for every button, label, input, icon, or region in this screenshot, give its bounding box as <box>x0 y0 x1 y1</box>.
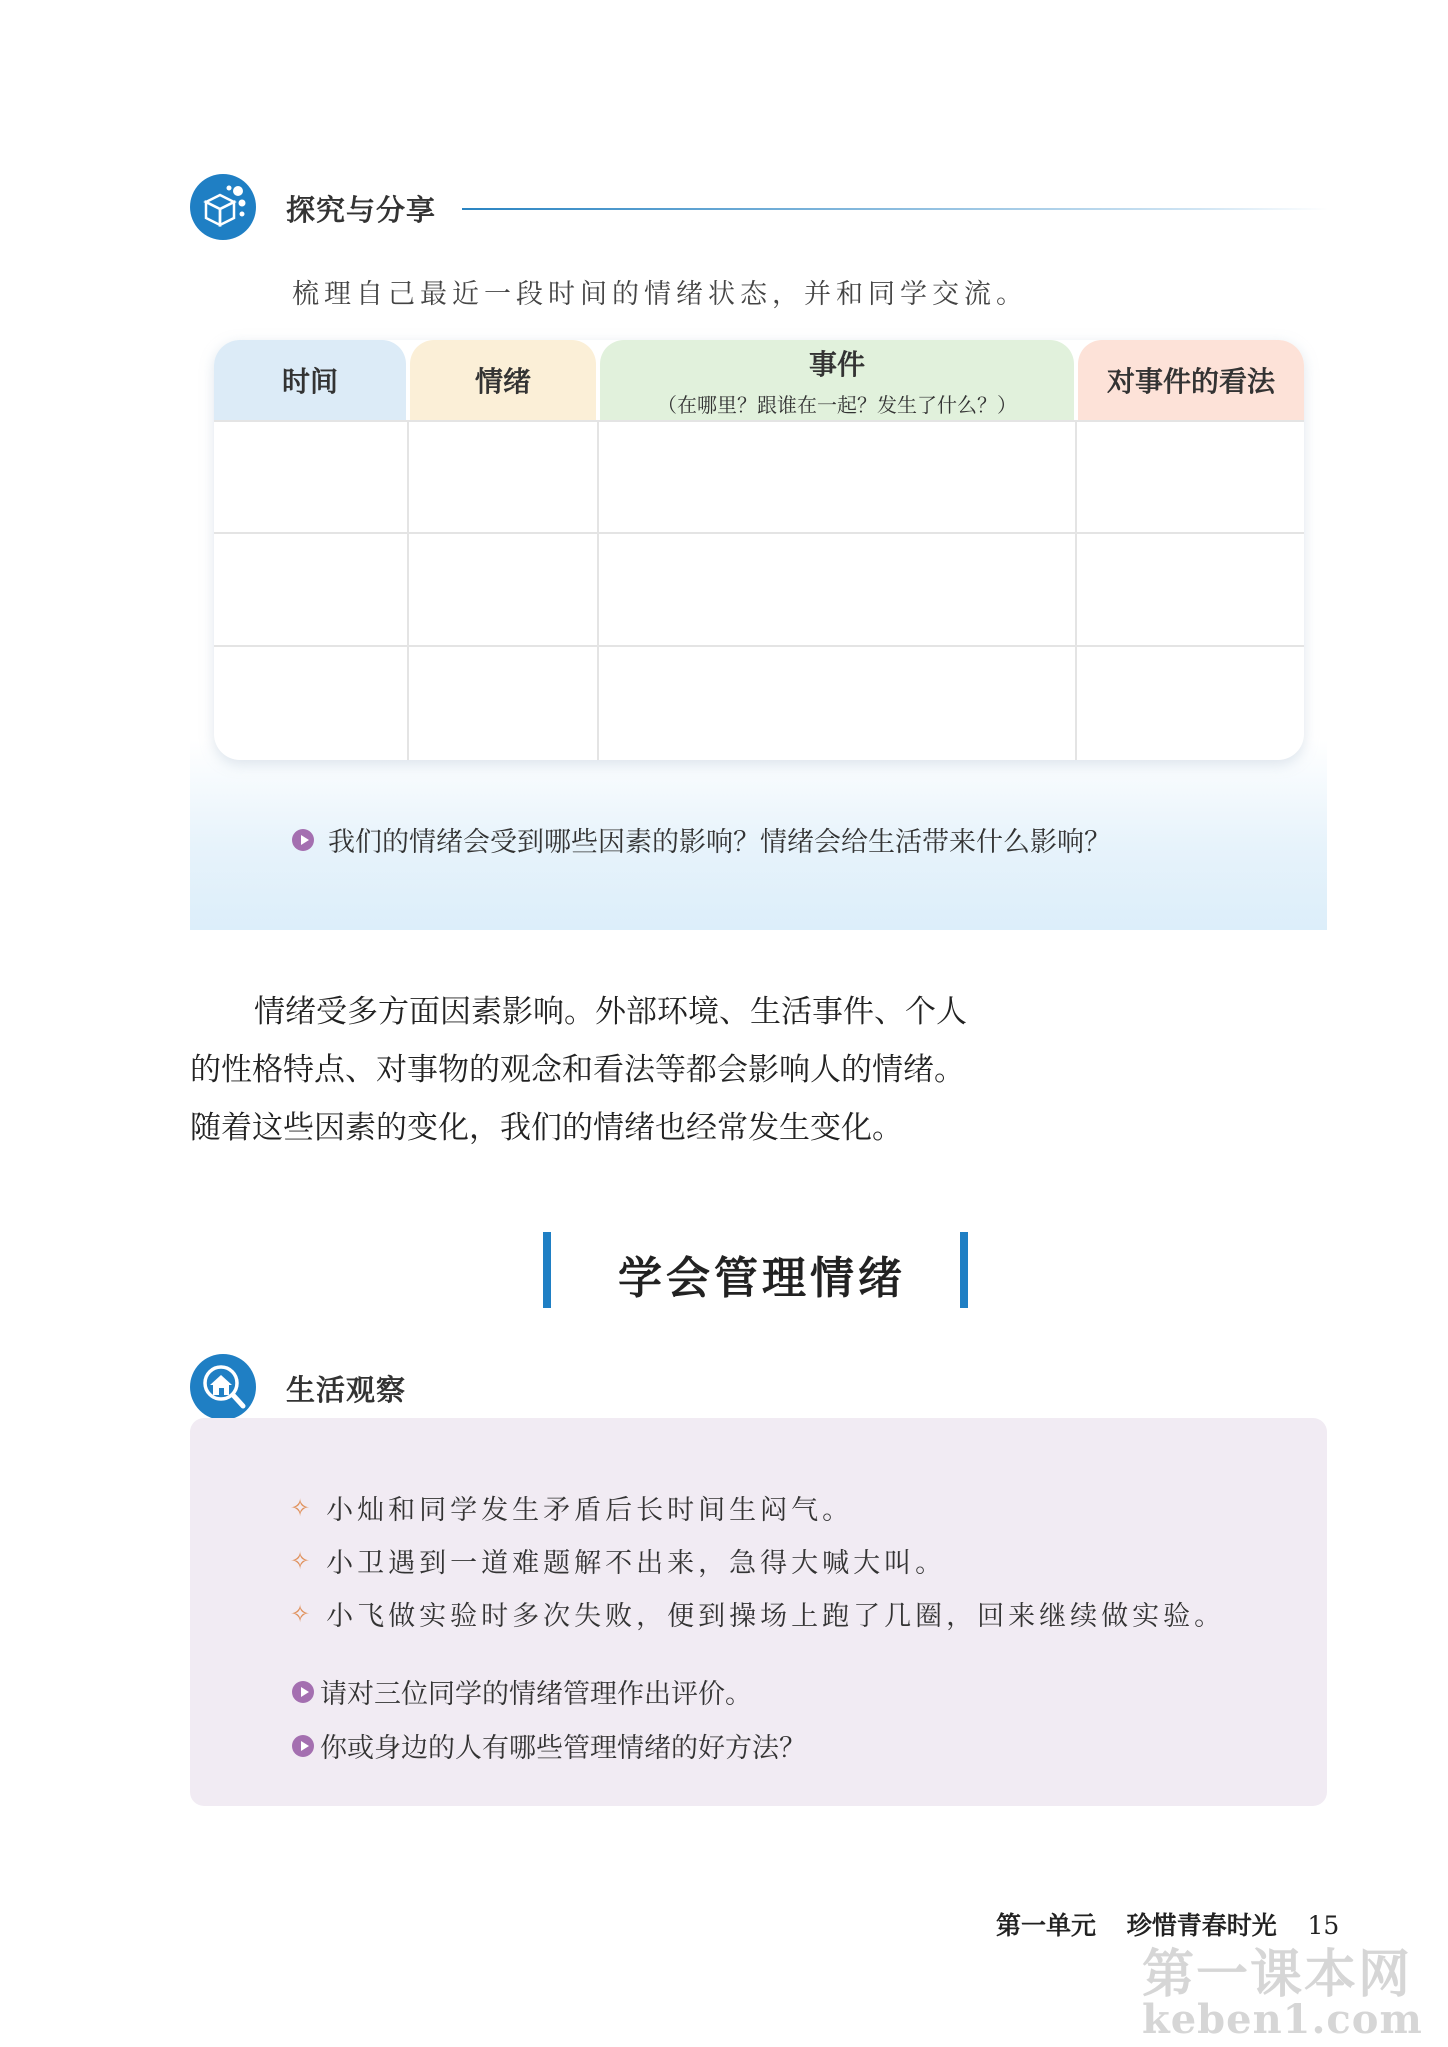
list-item: ✧ 小灿和同学发生矛盾后长时间生闷气。 <box>290 1493 854 1526</box>
table-cell-input[interactable] <box>214 647 407 760</box>
magnifier-house-icon <box>197 1361 249 1413</box>
table-header-opinion: 对事件的看法 <box>1078 340 1304 420</box>
sparkle-bullet-icon: ✧ <box>290 1493 315 1522</box>
explore-divider <box>462 208 1328 210</box>
page-number: 15 <box>1307 1911 1340 1940</box>
explore-title: 探究与分享 <box>286 193 437 227</box>
table-cell-input[interactable] <box>409 534 597 645</box>
table-cell-input[interactable] <box>409 422 597 532</box>
explore-instruction: 梳理自己最近一段时间的情绪状态，并和同学交流。 <box>292 279 1028 310</box>
table-cell-input[interactable] <box>214 422 407 532</box>
play-bullet-icon <box>292 829 314 851</box>
table-cell-input[interactable] <box>1077 647 1304 760</box>
play-bullet-icon <box>292 1735 314 1757</box>
cube-bubbles-icon <box>198 182 248 232</box>
list-item: ✧ 小卫遇到一道难题解不出来，急得大喊大叫。 <box>290 1546 947 1579</box>
play-bullet-icon <box>292 1681 314 1703</box>
heading-bar-right <box>960 1232 968 1308</box>
explore-question-text: 我们的情绪会受到哪些因素的影响？情绪会给生活带来什么影响？ <box>328 827 1111 858</box>
paragraph-line: 随着这些因素的变化，我们的情绪也经常发生变化。 <box>190 1110 903 1146</box>
observation-title: 生活观察 <box>286 1373 407 1407</box>
paragraph-line: 情绪受多方面因素影响。外部环境、生活事件、个人 <box>254 994 967 1030</box>
explore-question <box>292 820 1111 859</box>
observation-question: 你或身边的人有哪些管理情绪的好方法？ <box>292 1726 806 1765</box>
explore-icon <box>190 174 256 240</box>
observation-question: 请对三位同学的情绪管理作出评价。 <box>292 1672 752 1711</box>
table-header-emotion: 情绪 <box>410 340 596 420</box>
table-cell-input[interactable] <box>1077 534 1304 645</box>
table-cell-input[interactable] <box>599 534 1075 645</box>
table-header-event: 事件 （在哪里？跟谁在一起？发生了什么？） <box>600 340 1074 420</box>
table-header-time: 时间 <box>214 340 406 420</box>
table-cell-input[interactable] <box>214 534 407 645</box>
table-cell-input[interactable] <box>599 422 1075 532</box>
table-header-event-sub: （在哪里？跟谁在一起？发生了什么？） <box>657 392 1017 417</box>
unit-label: 第一单元 <box>996 1911 1097 1940</box>
watermark-cn: 第一课本网 <box>1142 1944 1413 2005</box>
watermark-url: keben1.com <box>1142 1996 1423 2043</box>
section-heading: 学会管理情绪 <box>618 1253 906 1304</box>
paragraph-line: 的性格特点、对事物的观念和看法等都会影响人的情绪。 <box>190 1052 965 1088</box>
body-paragraph <box>190 983 1330 1157</box>
observation-icon <box>190 1354 256 1420</box>
list-item: ✧ 小飞做实验时多次失败，便到操场上跑了几圈，回来继续做实验。 <box>290 1599 1226 1632</box>
sparkle-bullet-icon: ✧ <box>290 1599 315 1628</box>
table-cell-input[interactable] <box>599 647 1075 760</box>
unit-title: 珍惜青春时光 <box>1126 1911 1277 1940</box>
table-cell-input[interactable] <box>1077 422 1304 532</box>
table-cell-input[interactable] <box>409 647 597 760</box>
emotion-table <box>214 340 1304 760</box>
sparkle-bullet-icon: ✧ <box>290 1546 315 1575</box>
heading-bar-left <box>543 1232 551 1308</box>
